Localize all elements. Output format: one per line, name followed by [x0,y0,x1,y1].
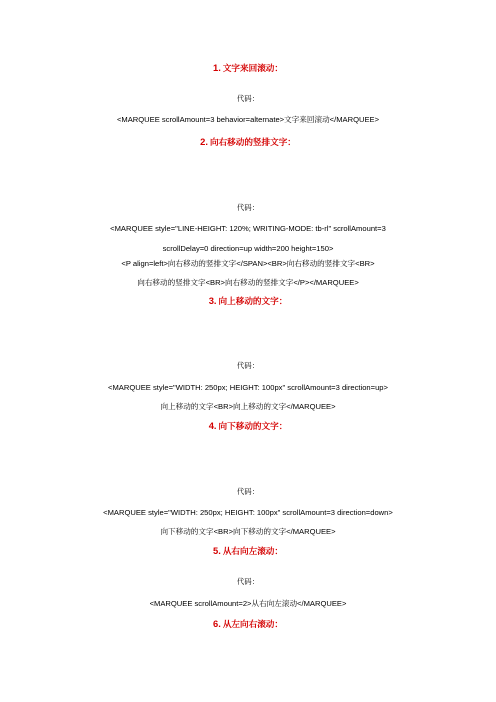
section-5-heading [0,545,496,557]
section-number: 4. [208,420,217,431]
section-title: 向右移动的竖排文字： [209,137,296,147]
section-title: 从右向左滚动： [222,546,283,556]
section-2-code-line: <P align=left>向右移动的竖排文字</SPAN><BR>向右移动的竖排文字<BR> [121,259,375,268]
section-5-code-label: 代码： [236,577,260,586]
section-3-code-line: 向上移动的文字<BR>向上移动的文字</MARQUEE> [160,402,336,411]
section-2-code-line: <MARQUEE style="LINE-HEIGHT: 120%; WRITING-MODE: tb-rl" scrollAmount=3 [110,224,386,233]
section-3-code-line: <MARQUEE style="WIDTH: 250px; HEIGHT: 100px" scrollAmount=3 direction=up> [108,383,388,392]
section-4-heading [0,420,496,432]
section-title: 从左向右滚动： [222,619,283,629]
section-number: 5. [213,545,221,556]
section-number: 6. [213,618,221,629]
section-1-heading [0,62,496,74]
section-number: 3. [208,295,217,306]
section-1-code-line: <MARQUEE scrollAmount=3 behavior=alternate>文字来回滚动</MARQUEE> [116,115,380,124]
section-number: 1. [213,62,221,73]
section-2-code-line: 向右移动的竖排文字<BR>向右移动的竖排文字</P></MARQUEE> [137,278,359,287]
section-title: 向上移动的文字： [218,296,288,306]
section-title: 向下移动的文字： [218,421,288,431]
section-4-code-line: 向下移动的文字<BR>向下移动的文字</MARQUEE> [160,527,336,536]
section-title: 文字来回滚动： [222,63,283,73]
section-4-code-line: <MARQUEE style="WIDTH: 250px; HEIGHT: 100px" scrollAmount=3 direction=down> [103,508,393,517]
section-3-code-label: 代码： [236,361,260,370]
section-4-code-label: 代码： [236,487,260,496]
section-5-code-line: <MARQUEE scrollAmount=2>从右向左滚动</MARQUEE> [149,599,347,608]
section-2-code-label: 代码： [236,203,260,212]
section-number: 2. [200,136,208,147]
section-1-code-label: 代码： [236,94,260,103]
section-2-code-line: scrollDelay=0 direction=up width=200 height=150> [162,244,334,253]
section-6-heading [0,618,496,630]
section-2-heading [0,136,496,148]
section-3-heading [0,295,496,307]
